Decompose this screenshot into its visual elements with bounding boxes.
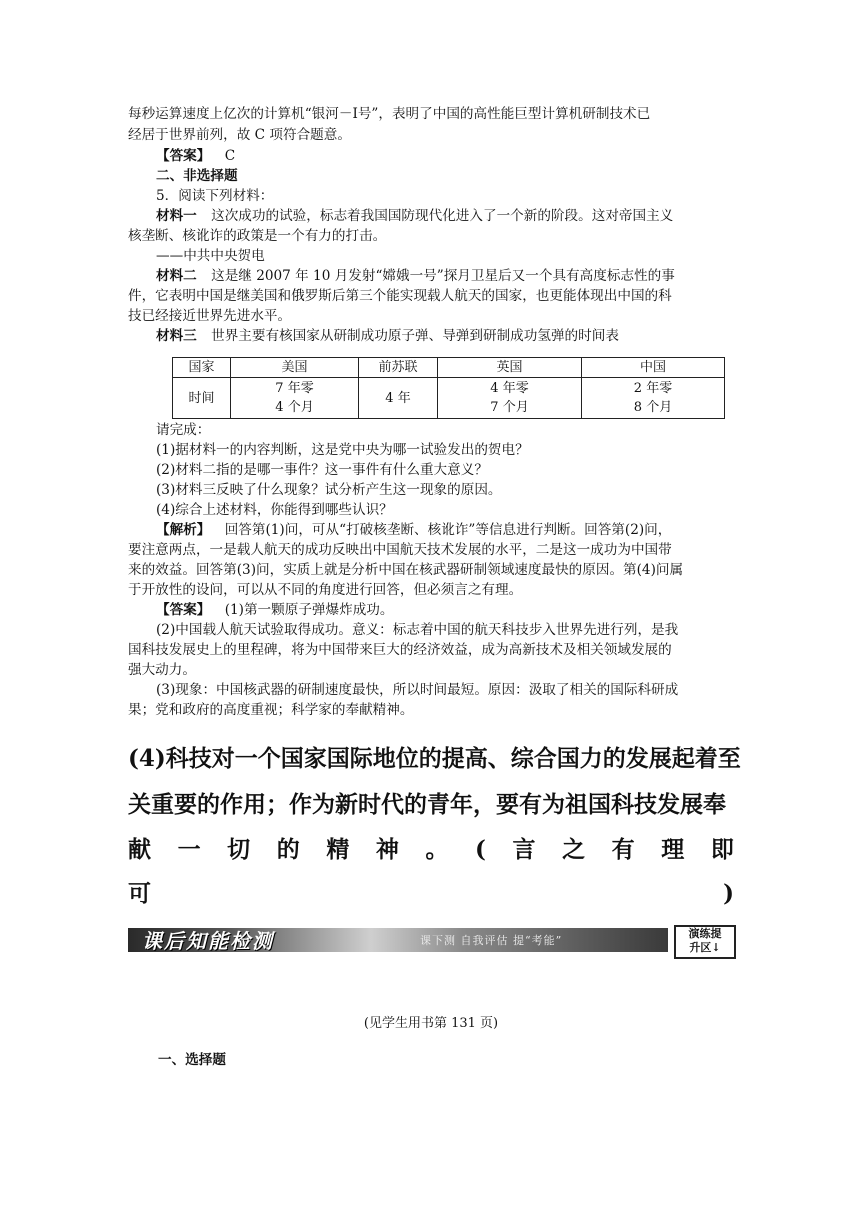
answer-label: 【答案】: [156, 602, 211, 618]
answer-four-justified-line: [128, 832, 734, 868]
char: 神: [375, 836, 399, 863]
char: 献: [128, 836, 151, 863]
banner-subtitle: 课下测 自我评估 提“考能”: [420, 934, 563, 947]
char: 之: [562, 836, 586, 863]
char: 有: [611, 836, 635, 863]
table-cell: [231, 378, 359, 419]
table-header-cell: 前苏联: [359, 358, 438, 378]
section-banner: [128, 925, 734, 957]
material-three-line: [156, 326, 734, 346]
question-item: (2)材料二指的是哪一事件？这一事件有什么重大意义？: [156, 462, 488, 478]
page-reference: (见学生用书第 131 页): [363, 1016, 499, 1031]
box-text: 演练提: [688, 927, 722, 940]
answer-text: (2)中国载人航天试验取得成功。意义：标志着中国的航天科技步入世界先进行列，是我: [156, 622, 679, 638]
answer-text: 果；党和政府的高度重视；科学家的奉献精神。: [128, 702, 414, 718]
analysis-text: 来的效益。回答第(3)问，实质上就是分析中国在核武器研制领域速度最快的原因。第(4)问属: [128, 562, 684, 578]
table-cell-line: 4 个月: [275, 400, 314, 415]
table-cell: 4 年: [359, 378, 438, 419]
explanation-line: 每秒运算速度上亿次的计算机“银河－Ⅰ号”，表明了中国的高性能巨型计算机研制技术已: [128, 106, 651, 122]
table-header-cell: 中国: [582, 358, 725, 378]
material-source: ——中共中央贺电: [156, 248, 265, 264]
char: 。: [425, 836, 449, 863]
char: 理: [661, 836, 685, 863]
material-text: 核垄断、核讹诈的政策是一个有力的打击。: [128, 228, 387, 244]
material-label: 材料一: [156, 208, 197, 224]
table-header-row: [173, 358, 725, 378]
explanation-line: 经居于世界前列，故 C 项符合题意。: [128, 127, 351, 143]
table-row-label: 时间: [173, 378, 231, 419]
char: 一: [177, 836, 201, 863]
char: 言: [512, 836, 536, 863]
char: ): [723, 880, 734, 907]
material-text: 这是继 2007 年 10 月发射“嫦娥一号”探月卫星后又一个具有高度标志性的事: [211, 268, 675, 284]
answer-text: 国科技发展史上的里程碑，将为中国带来巨大的经济效益，成为高新技术及相关领域发展的: [128, 642, 672, 658]
question-title: 5．阅读下列材料：: [156, 188, 274, 204]
section-title: 一、选择题: [158, 1052, 226, 1068]
table-cell-line: 7 年零: [275, 381, 314, 396]
banner-title: 课后知能检测: [142, 929, 274, 953]
instruction: 请完成：: [156, 422, 211, 438]
char: (: [475, 836, 486, 863]
question-item: (1)据材料一的内容判断，这是党中央为哪一试验发出的贺电？: [156, 442, 529, 458]
answer-four-line: 关重要的作用；作为新时代的青年，要有为祖国科技发展奉: [128, 791, 726, 818]
material-label: 材料二: [156, 268, 197, 284]
table-cell: [582, 378, 725, 419]
table-cell-line: 2 年零: [633, 381, 673, 396]
answer-line: [156, 146, 734, 166]
analysis-text: 要注意两点，一是载人航天的成功反映出中国航天技术发展的水平，二是这一成功为中国带: [128, 542, 672, 558]
answer-four-line: (4)科技对一个国家国际地位的提高、综合国力的发展起着至: [128, 745, 741, 772]
box-text: 升区↓: [689, 941, 721, 954]
table-cell: [438, 378, 582, 419]
material-text: 件，它表明中国是继美国和俄罗斯后第三个能实现载人航天的国家，也更能体现出中国的科: [128, 288, 672, 304]
answer-text: (3)现象：中国核武器的研制速度最快，所以时间最短。原因：汲取了相关的国际科研成: [156, 682, 679, 698]
answer-four-last-line: [128, 876, 734, 912]
table-cell-line: 4 年零: [490, 381, 529, 396]
material-text: 世界主要有核国家从研制成功原子弹、导弹到研制成功氢弹的时间表: [211, 328, 619, 344]
table-cell-line: 8 个月: [633, 400, 673, 415]
char: 切: [227, 836, 251, 863]
table-header-cell: 英国: [438, 358, 582, 378]
char: 即: [710, 836, 734, 863]
table-header-cell: 国家: [173, 358, 231, 378]
answer-label: 【答案】: [156, 148, 211, 164]
question-item: (3)材料三反映了什么现象？试分析产生这一现象的原因。: [156, 482, 502, 498]
material-label: 材料三: [156, 328, 197, 344]
table-cell-line: 7 个月: [490, 400, 529, 415]
analysis-text: 回答第(1)问，可从“打破核垄断、核讹诈”等信息进行判断。回答第(2)问，: [224, 522, 672, 538]
char: 精: [326, 836, 350, 863]
answer-line: [156, 600, 734, 620]
question-item: (4)综合上述材料，你能得到哪些认识？: [156, 502, 393, 518]
material-one-line: [156, 206, 734, 226]
table-row: [173, 378, 725, 419]
nuclear-timeline-table: [172, 357, 725, 419]
table-header-cell: 美国: [231, 358, 359, 378]
material-two-line: [156, 266, 734, 286]
material-text: 技已经接近世界先进水平。: [128, 308, 292, 324]
char: 可: [128, 880, 151, 907]
answer-value: C: [224, 148, 236, 164]
practice-zone-box: [674, 925, 736, 959]
material-text: 这次成功的试验，标志着我国国防现代化进入了一个新的阶段。这对帝国主义: [211, 208, 674, 224]
analysis-text: 于开放性的设问，可以从不同的角度进行回答，但必须言之有理。: [128, 582, 523, 598]
char: 的: [276, 836, 300, 863]
answer-text: (1)第一颗原子弹爆炸成功。: [224, 602, 394, 618]
analysis-label: 【解析】: [156, 522, 211, 538]
section-title: 二、非选择题: [156, 168, 238, 184]
analysis-line: [156, 520, 734, 540]
answer-text: 强大动力。: [128, 662, 196, 678]
